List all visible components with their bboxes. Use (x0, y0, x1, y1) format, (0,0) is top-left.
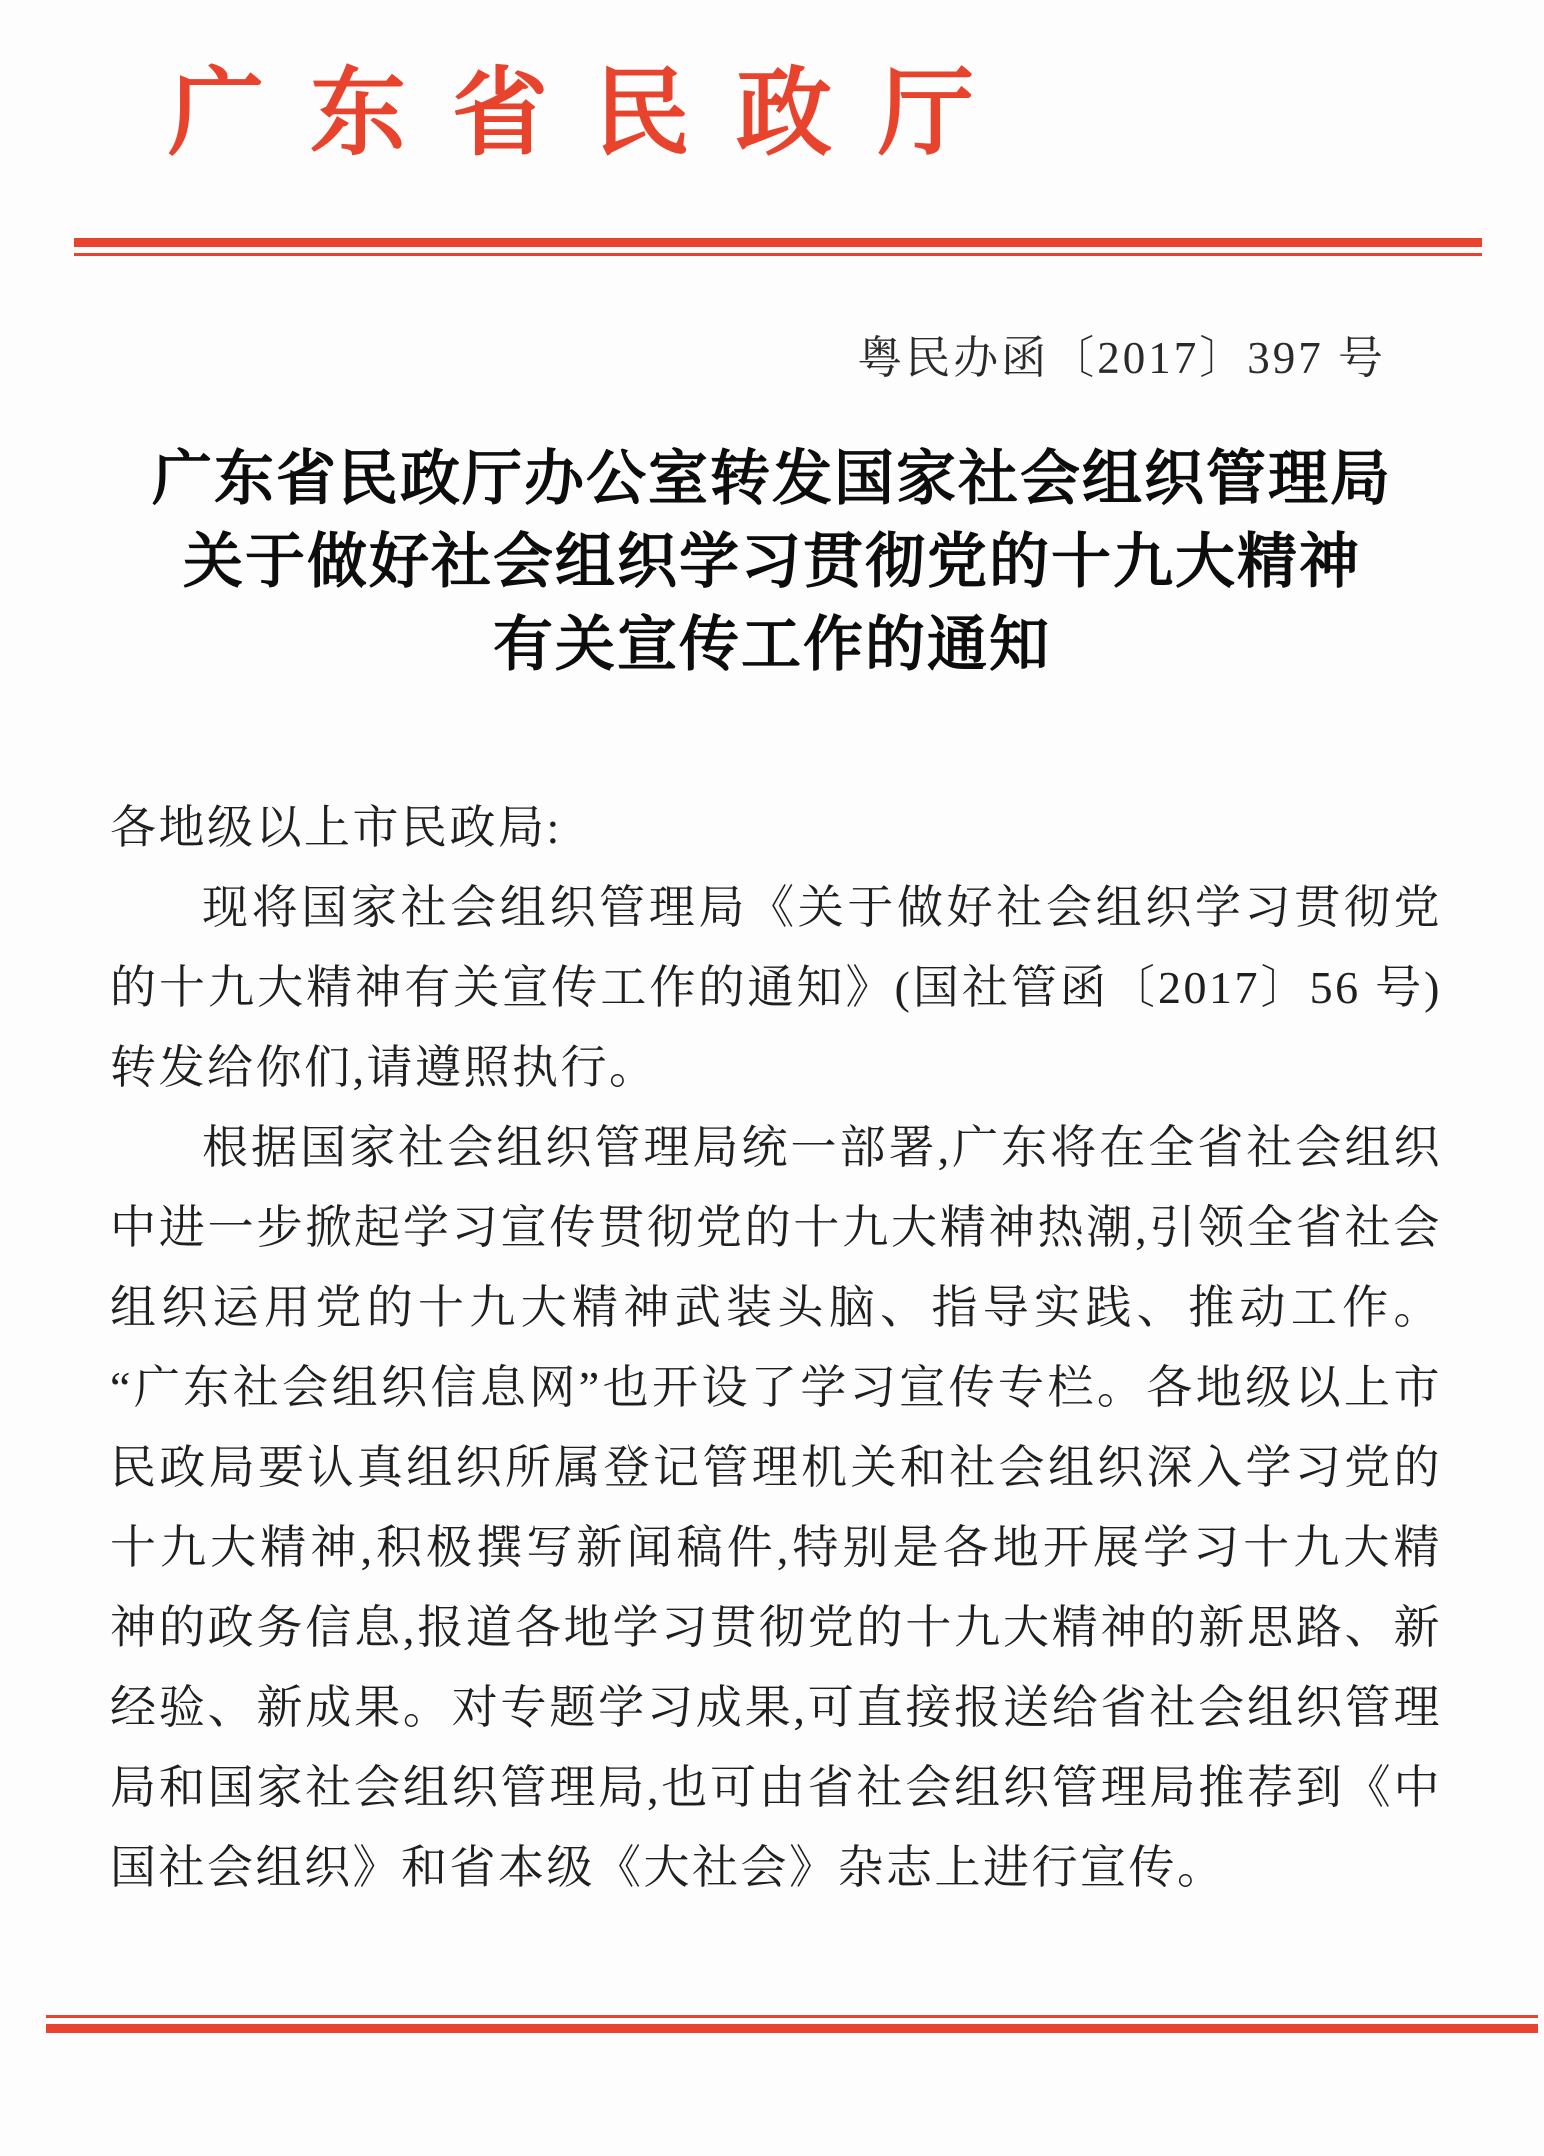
footer-divider-thin-line (46, 2015, 1538, 2018)
agency-masthead: 广东省民政厅 (168, 60, 1020, 167)
footer-divider (46, 2015, 1538, 2033)
body-paragraph-2: 根据国家社会组织管理局统一部署,广东将在全省社会组织中进一步掀起学习宣传贯彻党的十九大精神热潮,引领全省社会组织运用党的十九大精神武装头脑、指导实践、推动工作。“广东社会组织信息网”也开设了学习宣传专栏。各地级以上市民政局要认真组织所属登记管理机关和社会组织深入学习党的十九大精神,积极撰写新闻稿件,特别是各地开展学习十九大精神的政务信息,报道各地学习贯彻党的十九大精神的新思路、新经验、新成果。对专题学习成果,可直接报送给省社会组织管理局和国家社会组织管理局,也可由省社会组织管理局推荐到《中国社会组织》和省本级《大社会》杂志上进行宣传。 (110, 1122, 1442, 1893)
document-number: 粤民办函〔2017〕397 号 (857, 333, 1386, 383)
header-divider-thin-line (74, 253, 1482, 256)
document-title (75, 438, 1469, 687)
document-title-line-1: 广东省民政厅办公室转发国家社会组织管理局 (152, 446, 1392, 512)
footer-divider-thick-line (46, 2024, 1538, 2033)
document-title-line-3: 有关宣传工作的通知 (493, 612, 1051, 678)
header-divider-thick-line (74, 238, 1482, 247)
document-body (110, 788, 1442, 1908)
document-title-line-2: 关于做好社会组织学习贯彻党的十九大精神 (183, 529, 1361, 595)
body-paragraph-1: 现将国家社会组织管理局《关于做好社会组织学习贯彻党的十九大精神有关宣传工作的通知》(国社管函〔2017〕56 号)转发给你们,请遵照执行。 (110, 882, 1442, 1093)
salutation: 各地级以上市民政局: (110, 802, 562, 853)
header-divider (74, 238, 1482, 256)
